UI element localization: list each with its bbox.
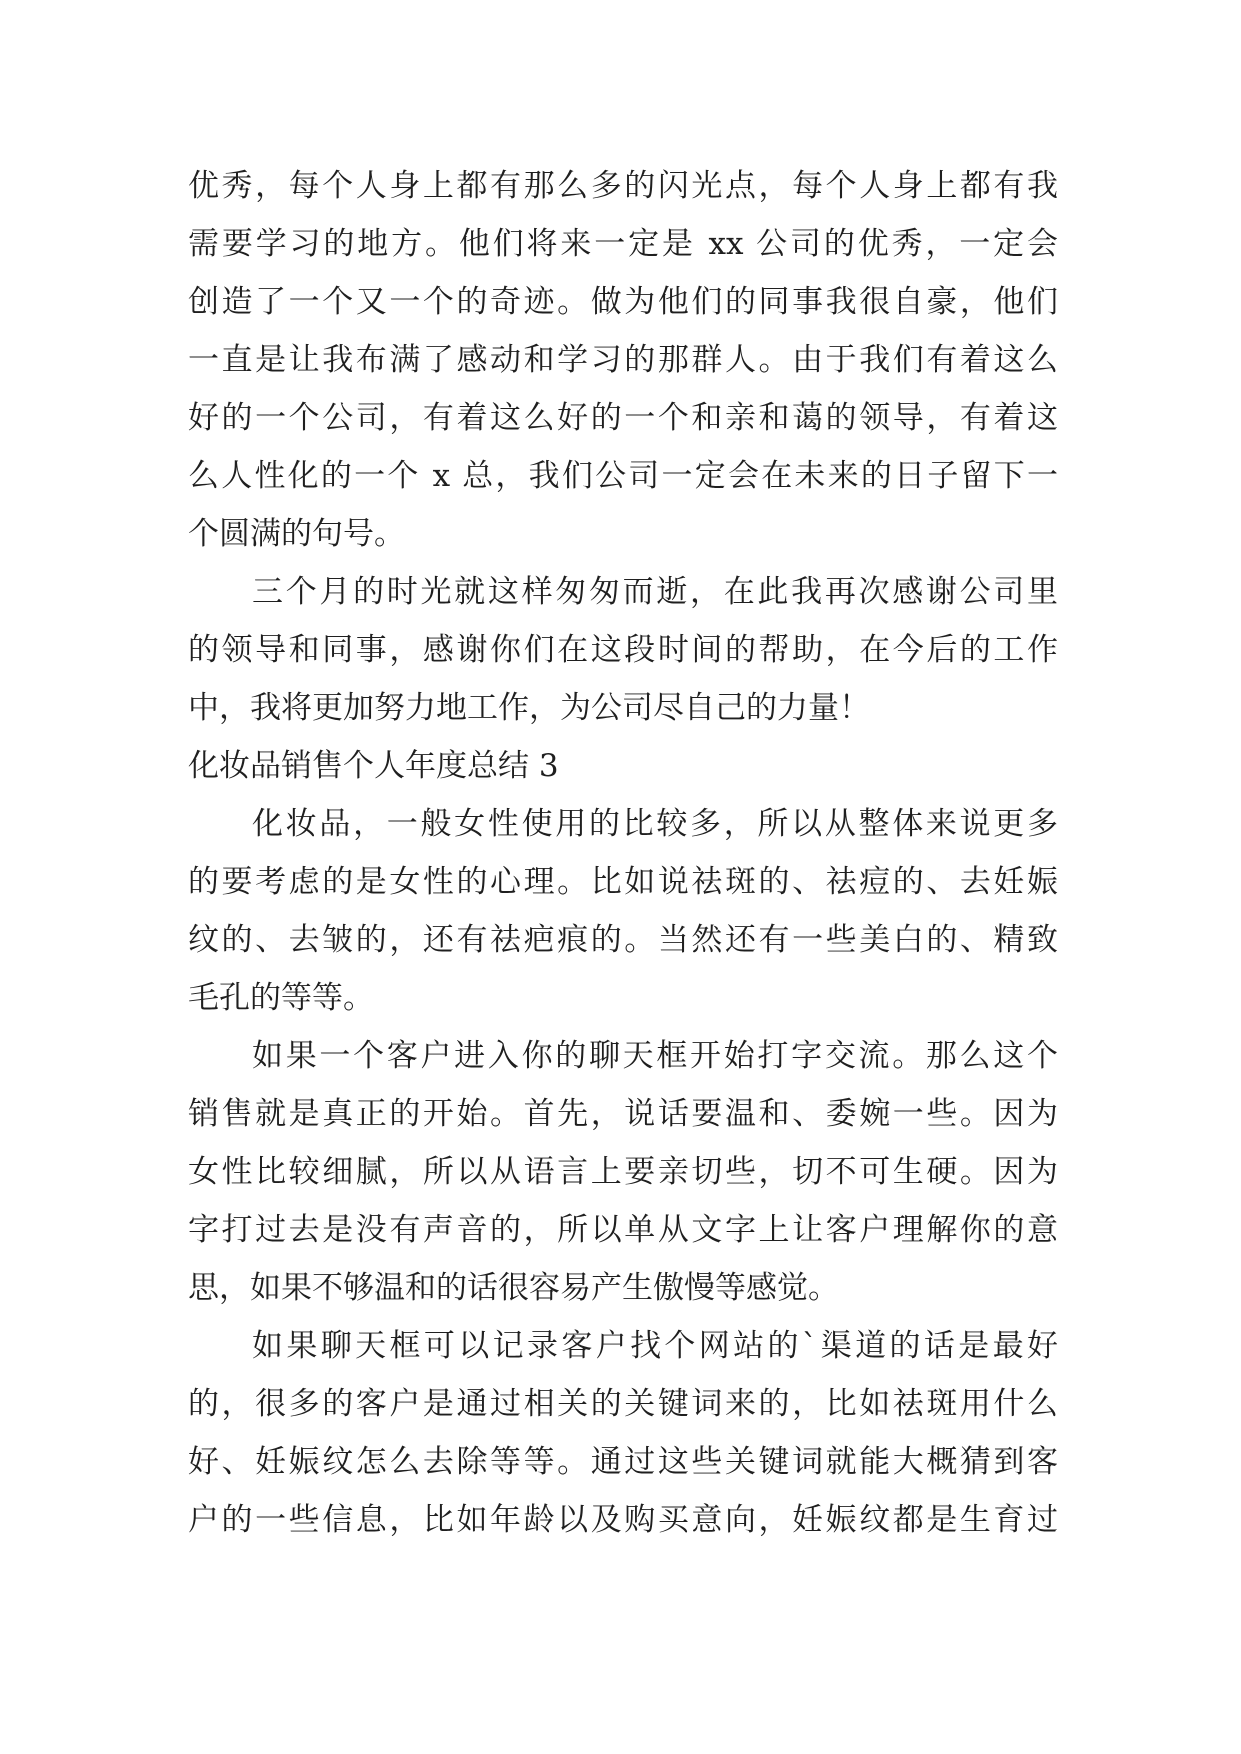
paragraph-line: 毛孔的等等。	[188, 980, 374, 1016]
paragraph-line: 如果聊天框可以记录客户找个网站的`渠道的话是最好	[252, 1328, 1058, 1364]
paragraph-line: 化妆品，一般女性使用的比较多，所以从整体来说更多	[252, 806, 1058, 842]
paragraph-line: 销售就是真正的开始。首先，说话要温和、委婉一些。因为	[188, 1096, 1058, 1132]
paragraph-line: 的要考虑的是女性的心理。比如说祛斑的、祛痘的、去妊娠	[188, 864, 1058, 900]
paragraph-line: 字打过去是没有声音的，所以单从文字上让客户理解你的意	[188, 1212, 1058, 1248]
document-body	[188, 157, 1058, 1549]
paragraph-line: 创造了一个又一个的奇迹。做为他们的同事我很自豪，他们	[188, 284, 1058, 320]
paragraph-line: 么人性化的一个 x 总，我们公司一定会在未来的日子留下一	[188, 458, 1058, 494]
paragraph-line: 好、妊娠纹怎么去除等等。通过这些关键词就能大概猜到客	[188, 1444, 1058, 1480]
paragraph-line: 个圆满的句号。	[188, 516, 405, 552]
paragraph-line: 中，我将更加努力地工作，为公司尽自己的力量！	[188, 690, 870, 726]
paragraph-line: 需要学习的地方。他们将来一定是 xx 公司的优秀，一定会	[188, 226, 1058, 262]
paragraph-line: 一直是让我布满了感动和学习的那群人。由于我们有着这么	[188, 342, 1058, 378]
paragraph-line: 户的一些信息，比如年龄以及购买意向，妊娠纹都是生育过	[188, 1502, 1058, 1538]
section-heading: 化妆品销售个人年度总结 3	[188, 748, 559, 784]
paragraph-line: 的，很多的客户是通过相关的关键词来的，比如祛斑用什么	[188, 1386, 1058, 1422]
paragraph-line: 优秀，每个人身上都有那么多的闪光点，每个人身上都有我	[188, 168, 1058, 204]
paragraph-line: 好的一个公司，有着这么好的一个和亲和蔼的领导，有着这	[188, 400, 1058, 436]
paragraph-line: 纹的、去皱的，还有祛疤痕的。当然还有一些美白的、精致	[188, 922, 1058, 958]
paragraph-line: 女性比较细腻，所以从语言上要亲切些，切不可生硬。因为	[188, 1154, 1058, 1190]
paragraph-line: 三个月的时光就这样匆匆而逝，在此我再次感谢公司里	[252, 574, 1058, 610]
paragraph-line: 思，如果不够温和的话很容易产生傲慢等感觉。	[188, 1270, 839, 1306]
paragraph-line: 如果一个客户进入你的聊天框开始打字交流。那么这个	[252, 1038, 1058, 1074]
paragraph-line: 的领导和同事，感谢你们在这段时间的帮助，在今后的工作	[188, 632, 1058, 668]
